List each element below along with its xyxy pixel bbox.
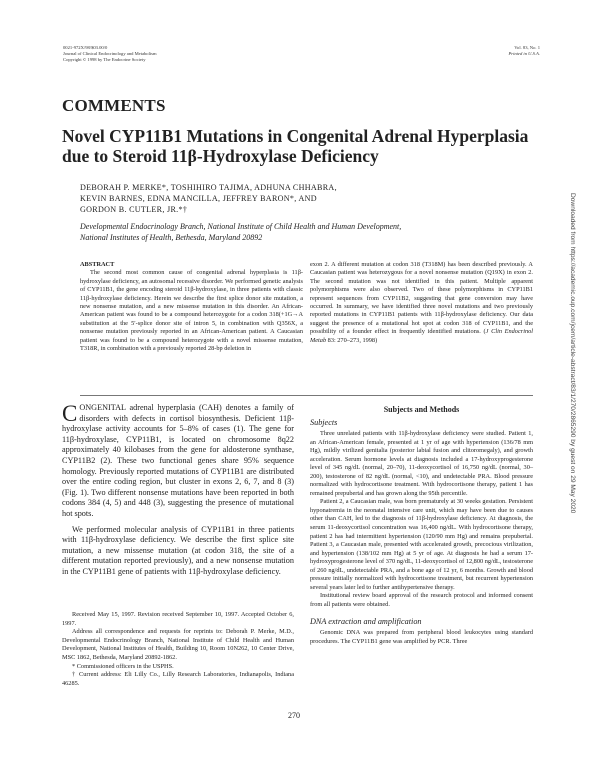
subjects-paragraph-1: Three unrelated patients with 11β-hydroxylase deficiency were studied. Patient 1, an African-American female, presented at 1 yr of age with hypertension (136/78 mm Hg), mildly virilized genitalia (posterior labial fusion and clitoromegaly), and growth acceleration. Serum hormone levels at diagnosis included a 17-hydroxyprogesterone level of 345 ng/dL (normal, 20–70), 11-deoxycortisol of 16,750 ng/dL (normal, 30–200), testosterone of 82 ng/dL (normal, <10), and undetectable PRA. Blood pressure normalized with hydrocortisone treatment. With hydrocortisone therapy, patient 1 has remained prepubertal and has grown along the 95th percentile. <box>310 430 533 497</box>
header-issn: 0021-972X/98/$03.00/0 <box>63 45 108 50</box>
intro-text: ONGENITAL adrenal hyperplasia (CAH) denotes a family of disorders with defects in cortisol biosynthesis. Deficient 11β-hydroxylase activity accounts for 5–8% of cases (1). The gene for 11β-hydroxylase, CYP11B1, is located on chromosome 8q22 approximately 40 kilobases from the gene for aldosterone synthase, CYP11B2 (2). These two functional genes share 95% sequence homology. Previously reported mutations of CYP11B1 are distributed over the entire coding region, but cluster in exons 2, 6, 7, and 8 (3) (Fig. 1). Two different nonsense mutations have been reported in both codons 384 (4, 5) and 448 (3), suggesting the presence of mutational hot spots. <box>62 403 294 518</box>
intro-paragraph <box>62 403 294 520</box>
section-label: COMMENTS <box>62 96 166 115</box>
subjects-paragraph-3: Institutional review board approval of the research protocol and informed consent from all patients were obtained. <box>310 592 533 608</box>
author-list <box>80 182 460 215</box>
abstract-text-tail: exon 2. A different mutation at codon 318 (T318M) has been described previously. A Caucasian patient was heterozygous for a novel nonsense mutation (Q19X) in exon 2. The second mutation was not identified in this patient. Multiple apparent polymorphisms were also observed. Two of these polymorphisms in CYP11B1 represent sequences from CYP11B2, suggesting that gene conversion may have occurred. In summary, we have identified three novel mutations and two previously reported mutations in CYP11B1 patients with 11β-hydroxylase deficiency. Our data suggest the presence of a mutational hot spot at codon 318 of CYP11B1, and the possibility of a founder effect in frequently identified mutations. ( <box>310 261 533 336</box>
abstract-text-continued <box>310 261 533 345</box>
header-volume: Vol. 83, No. 1 <box>514 45 540 50</box>
dna-heading: DNA extraction and amplification <box>310 617 422 627</box>
footnote-received: Received May 15, 1997. Revision received September 10, 1997. Accepted October 6, 1997. <box>62 611 294 627</box>
author-line: GORDON B. CUTLER, JR.*† <box>80 205 188 214</box>
download-watermark <box>567 193 579 623</box>
body-right-column <box>310 403 533 647</box>
affiliation-line: National Institutes of Health, Bethesda, Maryland 20892 <box>80 232 263 242</box>
methods-heading: Subjects and Methods <box>383 405 460 414</box>
running-header-right <box>508 45 540 57</box>
abstract-left-column <box>80 261 303 353</box>
footnote-commissioned: * Commissioned officers in the USPHS. <box>72 662 174 670</box>
author-line: DEBORAH P. MERKE*, TOSHIHIRO TAJIMA, ADHUNA CHHABRA, <box>80 183 337 192</box>
subjects-heading: Subjects <box>310 418 338 427</box>
footnote-correspondence: Address all correspondence and requests for reprints to: Deborah P. Merke, M.D., Developmental Endocrinology Branch, National Institute of Child Health and Human Development, National Institutes of Health, Building 10, Room 10N262, 10 Center Drive, MSC 1862, Bethesda, Maryland 20892-1862. <box>62 628 294 661</box>
header-journal: Journal of Clinical Endocrinology and Metabolism <box>63 51 157 56</box>
page-number: 270 <box>288 711 300 720</box>
affiliation <box>80 222 460 243</box>
subjects-paragraph-2: Patient 2, a Caucasian male, was born prematurely at 30 weeks gestation. Persistent hyponatremia in the neonatal intensive care unit, which may have been due to causes other than CAH, led to the diagnosis of 11β-hydroxylase deficiency. At diagnosis, the serum 11-deoxycortisol concentration was 16,400 ng/dL. With hydrocortisone therapy, patient 2 has had intermittent hypertension (120/90 mm Hg) and remains prepubertal. Patient 3, a Caucasian male, presented with accelerated growth, precocious virilization, and hypertension (138/102 mm Hg) at 5 yr of age. At diagnosis he had a serum 17-hydroxyprogesterone level of 370 ng/dL, 11-deoxycortisol of 12,800 ng/dL, testosterone of 260 ng/dL, undetectable PRA, and a bone age of 12 yr, 6 months. Growth and blood pressure initially normalized with hydrocortisone treatment, but recurrent hypertension several years later led to further antihypertensive therapy. <box>310 498 533 591</box>
body-left-column <box>62 403 294 578</box>
article-title: Novel CYP11B1 Mutations in Congenital Adrenal Hyperplasia due to Steroid 11β-Hydroxylase Deficiency <box>62 126 529 166</box>
abstract-citation-tail: 83: 270–273, 1998) <box>326 336 378 344</box>
download-watermark-text: Downloaded from https://academic.oup.com/jcem/article-abstract/83/1/270/2865290 by guest on 29 May 2020 <box>569 193 576 514</box>
abstract-text: The second most common cause of congenital adrenal hyperplasia is 11β-hydroxylase deficiency, an autosomal recessive disorder. We performed genetic analysis of CYP11B1, the gene encoding steroid 11β-hydroxylase, in three patients with classic 11β-hydroxylase deficiency. Herein we describe the first splice donor site mutation, a new nonsense mutation, and a new missense mutation in this disorder. An African-American patient was found to be a compound heterozygote for a codon 318(+1G→A substitution at the 5′-splice donor site of intron 5, in combination with Q356X, a nonsense mutation previously reported in an African-American patient. A Caucasian patient was found to be a compound heterozygote with a novel missense mutation, T318R, in combination with a previously reported 28-bp deletion in <box>80 269 303 353</box>
abstract-label: ABSTRACT <box>80 261 115 268</box>
affiliation-line: Developmental Endocrinology Branch, National Institute of Child Health and Human Development, <box>80 222 402 231</box>
footnotes <box>62 611 294 688</box>
footnote-current-address: † Current address: Eli Lilly Co., Lilly Research Laboratories, Indianapolis, Indiana 46285. <box>62 671 294 687</box>
header-printed: Printed in U.S.A. <box>508 51 540 56</box>
dna-paragraph: Genomic DNA was prepared from peripheral blood leukocytes using standard procedures. The CYP11B1 gene was amplified by PCR. Three <box>310 629 533 646</box>
abstract-right-column <box>310 261 533 345</box>
drop-cap: C <box>62 401 78 426</box>
running-header-left <box>63 45 157 63</box>
abstract-divider <box>80 395 533 396</box>
author-line: KEVIN BARNES, EDNA MANCILLA, JEFFREY BARON*, AND <box>80 194 317 203</box>
abstract-citation: J Clin Endocrinol Metab <box>310 328 533 344</box>
intro-paragraph-2: We performed molecular analysis of CYP11B1 in three patients with 11β-hydroxylase deficiency. We describe the first splice site mutation, a new missense mutation (at codon 318, the site of a different mutation reported previously), and a new nonsense mutation in the CYP11B1 gene of patients with 11β-hydroxylase deficiency. <box>62 524 294 576</box>
header-copyright: Copyright © 1998 by The Endocrine Society <box>63 57 146 62</box>
